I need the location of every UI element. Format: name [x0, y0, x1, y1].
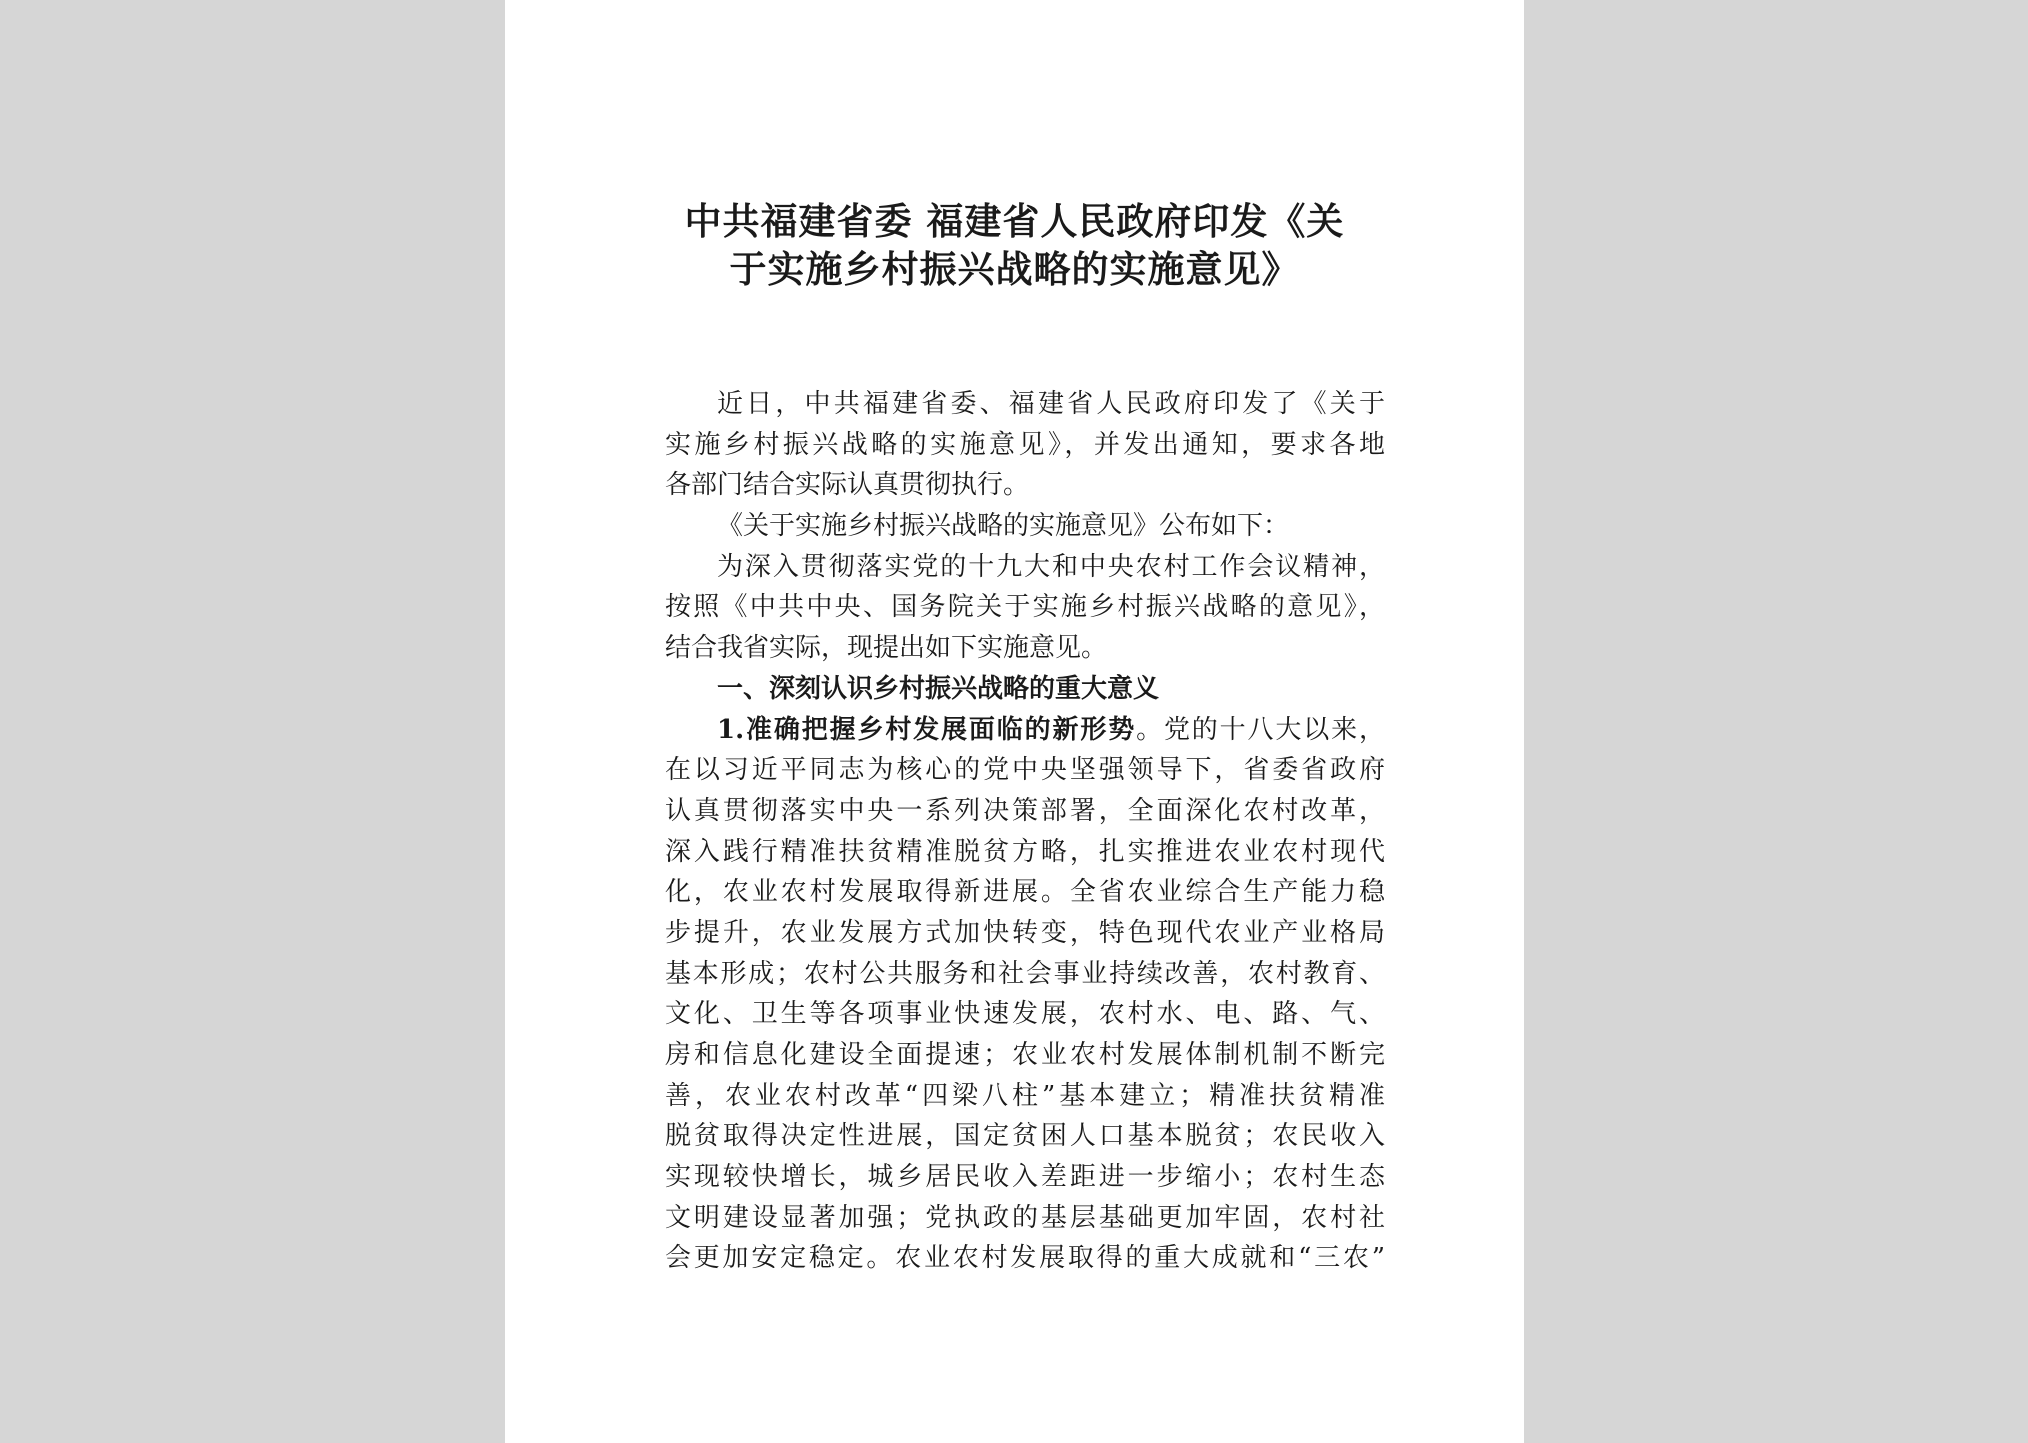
section-heading-1: 一、深刻认识乡村振兴战略的重大意义 [717, 673, 1160, 704]
paragraph-4-line-6: 步提升，农业发展方式加快转变，特色现代农业产业格局 [665, 917, 1385, 948]
paragraph-4-line-3: 认真贯彻落实中央一系列决策部署，全面深化农村改革， [665, 795, 1385, 826]
document-page [505, 0, 1524, 1443]
paragraph-4-line-1 [665, 710, 1385, 751]
paragraph-4-line-7: 基本形成；农村公共服务和社会事业持续改善，农村教育、 [665, 958, 1385, 989]
document-body [665, 384, 1385, 1279]
paragraph-4-line-10: 善，农业农村改革“四梁八柱”基本建立；精准扶贫精准 [665, 1080, 1385, 1111]
paragraph-4-line-2: 在以习近平同志为核心的党中央坚强领导下，省委省政府 [665, 755, 1385, 786]
paragraph-4-first-rest: 。党的十八大以来， [1136, 714, 1385, 745]
paragraph-3-line-2: 按照《中共中央、国务院关于实施乡村振兴战略的意见》， [665, 592, 1385, 623]
paragraph-4-line-11: 脱贫取得决定性进展，国定贫困人口基本脱贫；农民收入 [665, 1121, 1385, 1152]
paragraph-1-line-3: 各部门结合实际认真贯彻执行。 [665, 470, 1030, 501]
document-title [565, 197, 1464, 293]
paragraph-4-lead: 1.准确把握乡村发展面临的新形势 [717, 714, 1137, 745]
title-line-1: 中共福建省委 福建省人民政府印发《关 [684, 199, 1345, 243]
paragraph-4-line-9: 房和信息化建设全面提速；农业农村发展体制机制不断完 [665, 1040, 1385, 1070]
paragraph-4-line-8: 文化、卫生等各项事业快速发展，农村水、电、路、气、 [665, 999, 1385, 1030]
paragraph-1-line-2: 实施乡村振兴战略的实施意见》，并发出通知，要求各地 [665, 429, 1385, 460]
paragraph-4-line-14: 会更加安定稳定。农业农村发展取得的重大成就和“三农” [665, 1243, 1385, 1274]
paragraph-2-line-1: 《关于实施乡村振兴战略的实施意见》公布如下： [717, 511, 1290, 542]
paragraph-4-line-5: 化，农业农村发展取得新进展。全省农业综合生产能力稳 [665, 877, 1385, 908]
paragraph-3-line-1: 为深入贯彻落实党的十九大和中央农村工作会议精神， [717, 551, 1385, 582]
title-line-2: 于实施乡村振兴战略的实施意见》 [729, 247, 1300, 291]
paragraph-4-line-12: 实现较快增长，城乡居民收入差距进一步缩小；农村生态 [665, 1162, 1385, 1193]
paragraph-4-line-4: 深入践行精准扶贫精准脱贫方略，扎实推进农业农村现代 [665, 836, 1385, 867]
paragraph-1-line-1: 近日，中共福建省委、福建省人民政府印发了《关于 [717, 389, 1385, 419]
paragraph-3-line-3: 结合我省实际，现提出如下实施意见。 [665, 633, 1108, 664]
paragraph-4-line-13: 文明建设显著加强；党执政的基层基础更加牢固，农村社 [665, 1202, 1385, 1233]
